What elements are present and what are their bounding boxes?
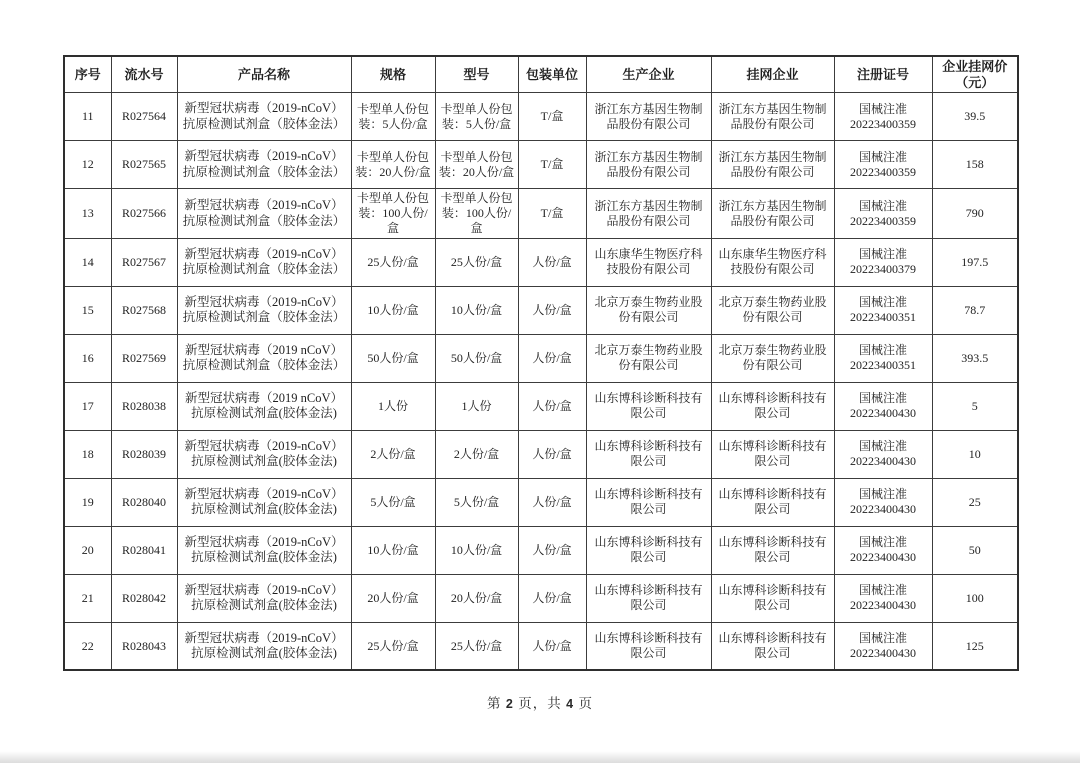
cell-spec: 10人份/盒 <box>351 526 435 574</box>
cell-listing-company: 山东博科诊断科技有限公司 <box>711 574 834 622</box>
cell-product-name: 新型冠状病毒（2019-nCoV）抗原检测试剂盒（胶体金法） <box>177 238 351 286</box>
cell-listing-company: 浙江东方基因生物制品股份有限公司 <box>711 93 834 141</box>
cell-index: 22 <box>64 622 111 670</box>
cell-registration-number: 国械注准 20223400430 <box>834 574 932 622</box>
cell-serial-number: R028039 <box>111 430 177 478</box>
cell-registration-number: 国械注准 20223400379 <box>834 238 932 286</box>
cell-package-unit: 人份/盒 <box>518 526 586 574</box>
cell-package-unit: 人份/盒 <box>518 430 586 478</box>
table-row <box>64 238 1018 286</box>
cell-listed-price: 50 <box>932 526 1018 574</box>
cell-index: 19 <box>64 478 111 526</box>
cell-index: 11 <box>64 93 111 141</box>
cell-serial-number: R027567 <box>111 238 177 286</box>
cell-index: 20 <box>64 526 111 574</box>
col-header-model: 型号 <box>435 56 518 93</box>
cell-model: 5人份/盒 <box>435 478 518 526</box>
cell-spec: 5人份/盒 <box>351 478 435 526</box>
table-row <box>64 93 1018 141</box>
cell-package-unit: T/盒 <box>518 141 586 189</box>
cell-model: 卡型单人份包装：20人份/盒 <box>435 141 518 189</box>
col-header-manufacturer: 生产企业 <box>586 56 711 93</box>
cell-listed-price: 197.5 <box>932 238 1018 286</box>
page-footer <box>0 692 1080 712</box>
cell-package-unit: 人份/盒 <box>518 238 586 286</box>
cell-serial-number: R027566 <box>111 189 177 239</box>
page-bottom-shadow <box>0 751 1080 763</box>
cell-product-name: 新型冠状病毒（2019-nCoV）抗原检测试剂盒(胶体金法) <box>177 574 351 622</box>
cell-listed-price: 158 <box>932 141 1018 189</box>
cell-registration-number: 国械注准 20223400359 <box>834 189 932 239</box>
cell-listed-price: 393.5 <box>932 334 1018 382</box>
cell-manufacturer: 山东博科诊断科技有限公司 <box>586 622 711 670</box>
cell-index: 14 <box>64 238 111 286</box>
table-row <box>64 622 1018 670</box>
cell-listing-company: 北京万泰生物药业股份有限公司 <box>711 286 834 334</box>
cell-spec: 卡型单人份包装：100人份/盒 <box>351 189 435 239</box>
cell-package-unit: 人份/盒 <box>518 574 586 622</box>
cell-spec: 卡型单人份包装：5人份/盒 <box>351 93 435 141</box>
cell-manufacturer: 浙江东方基因生物制品股份有限公司 <box>586 93 711 141</box>
footer-page-number: 2 <box>505 697 514 711</box>
table-row <box>64 526 1018 574</box>
cell-listed-price: 790 <box>932 189 1018 239</box>
cell-model: 1人份 <box>435 382 518 430</box>
cell-registration-number: 国械注准 20223400430 <box>834 478 932 526</box>
cell-model: 卡型单人份包装：100人份/盒 <box>435 189 518 239</box>
cell-product-name: 新型冠状病毒（2019-nCoV）抗原检测试剂盒(胶体金法) <box>177 478 351 526</box>
cell-product-name: 新型冠状病毒（2019 nCoV）抗原检测试剂盒(胶体金法) <box>177 382 351 430</box>
cell-product-name: 新型冠状病毒（2019-nCoV）抗原检测试剂盒（胶体金法） <box>177 141 351 189</box>
cell-registration-number: 国械注准 20223400351 <box>834 334 932 382</box>
cell-model: 卡型单人份包装：5人份/盒 <box>435 93 518 141</box>
cell-listed-price: 5 <box>932 382 1018 430</box>
cell-index: 13 <box>64 189 111 239</box>
cell-manufacturer: 山东博科诊断科技有限公司 <box>586 574 711 622</box>
cell-product-name: 新型冠状病毒（2019-nCoV）抗原检测试剂盒(胶体金法) <box>177 526 351 574</box>
cell-package-unit: T/盒 <box>518 189 586 239</box>
cell-model: 2人份/盒 <box>435 430 518 478</box>
cell-model: 50人份/盒 <box>435 334 518 382</box>
cell-manufacturer: 北京万泰生物药业股份有限公司 <box>586 334 711 382</box>
col-header-index: 序号 <box>64 56 111 93</box>
table-row <box>64 478 1018 526</box>
cell-product-name: 新型冠状病毒（2019-nCoV）抗原检测试剂盒（胶体金法） <box>177 93 351 141</box>
cell-model: 10人份/盒 <box>435 526 518 574</box>
cell-listing-company: 山东博科诊断科技有限公司 <box>711 430 834 478</box>
cell-index: 21 <box>64 574 111 622</box>
cell-manufacturer: 山东博科诊断科技有限公司 <box>586 526 711 574</box>
cell-serial-number: R028040 <box>111 478 177 526</box>
cell-spec: 20人份/盒 <box>351 574 435 622</box>
footer-total-pages: 4 <box>566 697 575 711</box>
cell-registration-number: 国械注准 20223400430 <box>834 430 932 478</box>
table-row <box>64 382 1018 430</box>
col-header-product-name: 产品名称 <box>177 56 351 93</box>
cell-listing-company: 山东康华生物医疗科技股份有限公司 <box>711 238 834 286</box>
cell-listing-company: 北京万泰生物药业股份有限公司 <box>711 334 834 382</box>
cell-index: 12 <box>64 141 111 189</box>
cell-product-name: 新型冠状病毒（2019-nCoV）抗原检测试剂盒（胶体金法） <box>177 286 351 334</box>
col-header-serial: 流水号 <box>111 56 177 93</box>
cell-listing-company: 山东博科诊断科技有限公司 <box>711 622 834 670</box>
footer-text-suffix: 页 <box>574 696 593 711</box>
table-row <box>64 334 1018 382</box>
cell-package-unit: 人份/盒 <box>518 478 586 526</box>
cell-registration-number: 国械注准 20223400430 <box>834 622 932 670</box>
cell-manufacturer: 山东博科诊断科技有限公司 <box>586 382 711 430</box>
cell-serial-number: R028038 <box>111 382 177 430</box>
cell-listing-company: 浙江东方基因生物制品股份有限公司 <box>711 141 834 189</box>
cell-package-unit: 人份/盒 <box>518 334 586 382</box>
cell-model: 20人份/盒 <box>435 574 518 622</box>
table-row <box>64 141 1018 189</box>
cell-listed-price: 39.5 <box>932 93 1018 141</box>
cell-index: 16 <box>64 334 111 382</box>
cell-listed-price: 78.7 <box>932 286 1018 334</box>
cell-index: 17 <box>64 382 111 430</box>
cell-package-unit: 人份/盒 <box>518 622 586 670</box>
cell-listed-price: 25 <box>932 478 1018 526</box>
cell-serial-number: R027564 <box>111 93 177 141</box>
cell-registration-number: 国械注准 20223400359 <box>834 141 932 189</box>
cell-index: 15 <box>64 286 111 334</box>
header-row <box>64 56 1018 93</box>
price-table <box>63 55 1019 671</box>
cell-spec: 25人份/盒 <box>351 238 435 286</box>
cell-listing-company: 山东博科诊断科技有限公司 <box>711 478 834 526</box>
cell-package-unit: T/盒 <box>518 93 586 141</box>
cell-listing-company: 浙江东方基因生物制品股份有限公司 <box>711 189 834 239</box>
cell-serial-number: R028042 <box>111 574 177 622</box>
cell-registration-number: 国械注准 20223400351 <box>834 286 932 334</box>
cell-spec: 10人份/盒 <box>351 286 435 334</box>
cell-serial-number: R027568 <box>111 286 177 334</box>
table-row <box>64 286 1018 334</box>
col-header-lister: 挂网企业 <box>711 56 834 93</box>
cell-package-unit: 人份/盒 <box>518 382 586 430</box>
cell-listed-price: 125 <box>932 622 1018 670</box>
table-row <box>64 189 1018 239</box>
cell-model: 10人份/盒 <box>435 286 518 334</box>
cell-model: 25人份/盒 <box>435 238 518 286</box>
col-header-spec: 规格 <box>351 56 435 93</box>
col-header-price: 企业挂网价（元） <box>932 56 1018 93</box>
table-row <box>64 574 1018 622</box>
cell-spec: 1人份 <box>351 382 435 430</box>
cell-spec: 50人份/盒 <box>351 334 435 382</box>
cell-serial-number: R028043 <box>111 622 177 670</box>
cell-manufacturer: 浙江东方基因生物制品股份有限公司 <box>586 189 711 239</box>
table-body <box>64 93 1018 671</box>
col-header-unit: 包装单位 <box>518 56 586 93</box>
cell-manufacturer: 浙江东方基因生物制品股份有限公司 <box>586 141 711 189</box>
cell-listing-company: 山东博科诊断科技有限公司 <box>711 382 834 430</box>
cell-serial-number: R027565 <box>111 141 177 189</box>
footer-text-middle: 页，共 <box>513 696 567 711</box>
cell-serial-number: R028041 <box>111 526 177 574</box>
footer-text-prefix: 第 <box>487 696 506 711</box>
cell-spec: 卡型单人份包装：20人份/盒 <box>351 141 435 189</box>
cell-manufacturer: 山东博科诊断科技有限公司 <box>586 430 711 478</box>
cell-manufacturer: 山东博科诊断科技有限公司 <box>586 478 711 526</box>
col-header-reg-number: 注册证号 <box>834 56 932 93</box>
cell-product-name: 新型冠状病毒（2019-nCoV）抗原检测试剂盒（胶体金法） <box>177 189 351 239</box>
cell-product-name: 新型冠状病毒（2019 nCoV）抗原检测试剂盒（胶体金法） <box>177 334 351 382</box>
cell-listed-price: 10 <box>932 430 1018 478</box>
cell-spec: 2人份/盒 <box>351 430 435 478</box>
cell-product-name: 新型冠状病毒（2019-nCoV）抗原检测试剂盒(胶体金法) <box>177 430 351 478</box>
table-row <box>64 430 1018 478</box>
cell-model: 25人份/盒 <box>435 622 518 670</box>
cell-listing-company: 山东博科诊断科技有限公司 <box>711 526 834 574</box>
cell-registration-number: 国械注准 20223400430 <box>834 382 932 430</box>
cell-manufacturer: 北京万泰生物药业股份有限公司 <box>586 286 711 334</box>
cell-listed-price: 100 <box>932 574 1018 622</box>
cell-manufacturer: 山东康华生物医疗科技股份有限公司 <box>586 238 711 286</box>
cell-serial-number: R027569 <box>111 334 177 382</box>
cell-index: 18 <box>64 430 111 478</box>
cell-registration-number: 国械注准 20223400359 <box>834 93 932 141</box>
cell-spec: 25人份/盒 <box>351 622 435 670</box>
cell-package-unit: 人份/盒 <box>518 286 586 334</box>
cell-registration-number: 国械注准 20223400430 <box>834 526 932 574</box>
cell-product-name: 新型冠状病毒（2019-nCoV）抗原检测试剂盒(胶体金法) <box>177 622 351 670</box>
